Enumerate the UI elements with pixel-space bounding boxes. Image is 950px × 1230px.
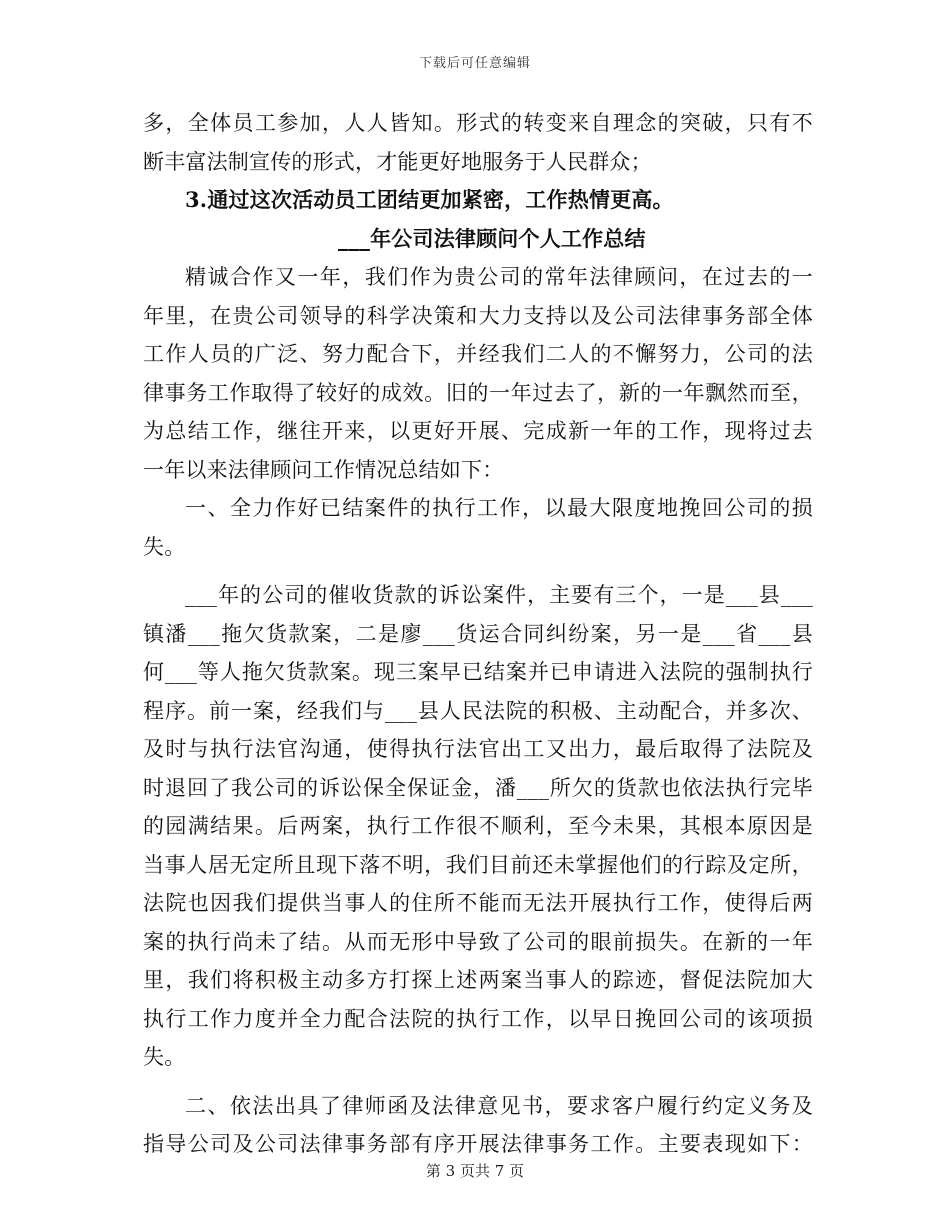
- section-heading-1: 一、全力作好已结案件的执行工作，以最大限度地挽回公司的损: [185, 496, 813, 520]
- paragraph-line: 失。: [143, 1045, 186, 1069]
- paragraph-line: 断丰富法制宣传的形式，才能更好地服务于人民群众；: [143, 149, 652, 174]
- numbered-point-3: 3.通过这次活动员工团结更加紧密，工作热情更高。: [185, 187, 674, 212]
- page-footer: 第 3 页共 7 页: [425, 1162, 525, 1180]
- paragraph-line: 镇潘___拖欠货款案，二是廖___货运合同纠纷案，另一是___省___县: [143, 621, 813, 646]
- paragraph-line: 指导公司及公司法律事务部有序开展法律事务工作。主要表现如下：: [143, 1132, 813, 1156]
- paragraph-line: 时退回了我公司的诉讼保全保证金，潘___所欠的货款也依法执行完毕: [143, 775, 813, 800]
- paragraph-line: 精诚合作又一年，我们作为贵公司的常年法律顾问，在过去的一: [185, 265, 813, 289]
- paragraph-line: ___年的公司的催收货款的诉讼案件，主要有三个，一是___县___: [185, 583, 813, 607]
- paragraph-line: 失。: [143, 534, 186, 559]
- paragraph-line: 律事务工作取得了较好的成效。旧的一年过去了，新的一年飘然而至，: [143, 380, 813, 405]
- paragraph-line: 法院也因我们提供当事人的住所不能而无法开展执行工作，使得后两: [143, 891, 813, 915]
- paragraph-line: 案的执行尚未了结。从而无形中导致了公司的眼前损失。在新的一年: [143, 929, 813, 954]
- page-header: 下载后可任意编辑: [418, 56, 531, 71]
- paragraph-line: 多，全体员工参加，人人皆知。形式的转变来自理念的突破，只有不: [143, 111, 813, 135]
- paragraph-line: 何___等人拖欠货款案。现三案早已结案并已申请进入法院的强制执行: [143, 660, 813, 684]
- paragraph-line: 当事人居无定所且现下落不明，我们目前还未掌握他们的行踪及定所，: [143, 852, 813, 877]
- paragraph-line: 一年以来法律顾问工作情况总结如下：: [143, 457, 504, 482]
- paragraph-line: 工作人员的广泛、努力配合下，并经我们二人的不懈努力，公司的法: [143, 342, 813, 366]
- paragraph-line: 及时与执行法官沟通，使得执行法官出工又出力，最后取得了法院及: [143, 737, 813, 761]
- paragraph-line: 执行工作力度并全力配合法院的执行工作，以早日挽回公司的该项损: [143, 1006, 813, 1031]
- paragraph-line: 里，我们将积极主动多方打探上述两案当事人的踪迹，督促法院加大: [143, 968, 813, 992]
- document-body: [143, 104, 813, 1164]
- paragraph-line: 程序。前一案，经我们与___县人民法院的积极、主动配合，并多次、: [143, 698, 813, 723]
- paragraph-line: 的园满结果。后两案，执行工作很不顺利，至今未果，其根本原因是: [143, 814, 813, 838]
- paragraph-line: 为总结工作，继往开来，以更好开展、完成新一年的工作，现将过去: [143, 419, 813, 443]
- paragraph-line: 年里，在贵公司领导的科学决策和大力支持以及公司法律事务部全体: [143, 303, 813, 328]
- section-title: ___年公司法律顾问个人工作总结: [338, 225, 646, 251]
- section-heading-2: 二、依法出具了律师函及法律意见书，要求客户履行约定义务及: [185, 1093, 813, 1118]
